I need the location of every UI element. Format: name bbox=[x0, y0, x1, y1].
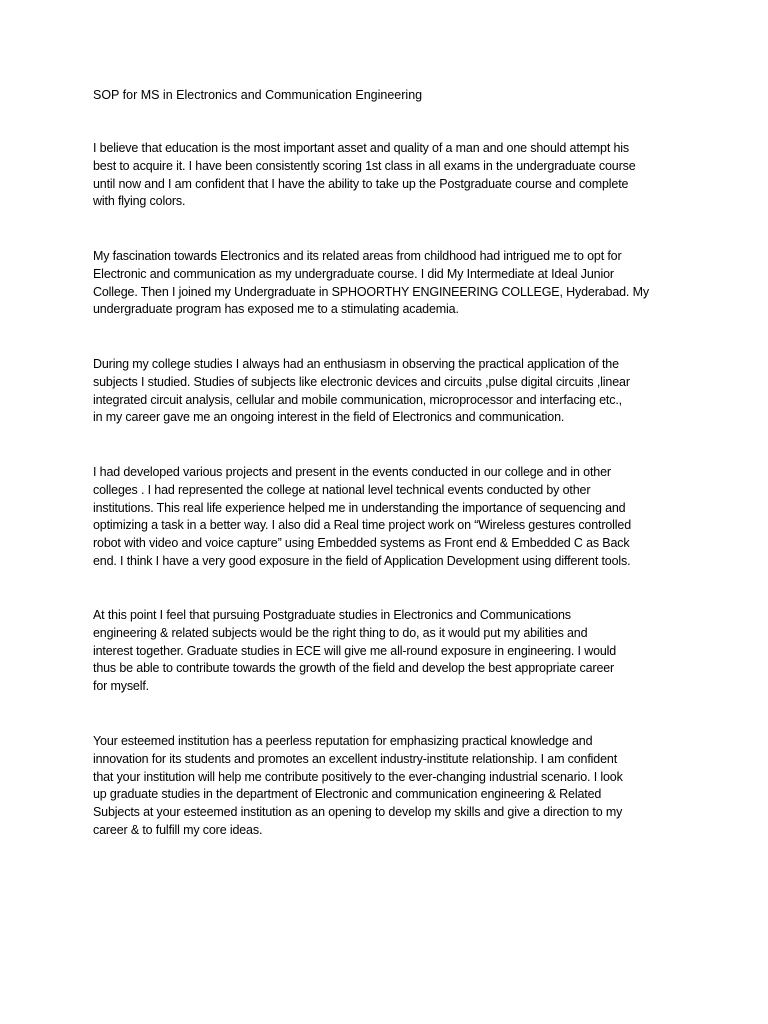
paragraph-line: until now and I am confident that I have the ability to take up the Postgraduate course and complete bbox=[93, 176, 629, 191]
paragraph-line: with flying colors. bbox=[93, 194, 186, 209]
paragraph-4 bbox=[93, 464, 693, 571]
paragraph-2 bbox=[93, 248, 693, 319]
paragraph-3 bbox=[93, 356, 693, 427]
paragraph-5 bbox=[93, 607, 693, 696]
paragraph-line: in my career gave me an ongoing interest in the field of Electronics and communication. bbox=[93, 410, 565, 425]
document-title: SOP for MS in Electronics and Communication Engineering bbox=[93, 88, 423, 102]
paragraph-line: College. Then I joined my Undergraduate in SPHOORTHY ENGINEERING COLLEGE, Hyderabad. My bbox=[93, 284, 649, 299]
paragraph-line: interest together. Graduate studies in ECE will give me all-round exposure in engineering. I would bbox=[93, 643, 617, 658]
paragraph-line: Electronic and communication as my undergraduate course. I did My Intermediate at Ideal Junior bbox=[93, 266, 614, 281]
paragraph-line: My fascination towards Electronics and its related areas from childhood had intrigued me to opt for bbox=[93, 249, 622, 263]
paragraph-line: innovation for its students and promotes an excellent industry-institute relationship. I am confident bbox=[93, 751, 618, 766]
paragraph-line: I believe that education is the most important asset and quality of a man and one should attempt his bbox=[93, 141, 630, 155]
paragraph-line: integrated circuit analysis, cellular and mobile communication, microprocessor and interfacing etc., bbox=[93, 392, 623, 407]
paragraph-6 bbox=[93, 733, 693, 840]
paragraph-1 bbox=[93, 140, 693, 211]
paragraph-line: thus be able to contribute towards the growth of the field and develop the best appropriate career bbox=[93, 661, 615, 676]
paragraph-line: optimizing a task in a better way. I also did a Real time project work on “Wireless gestures controlled bbox=[93, 518, 632, 533]
paragraph-line: At this point I feel that pursuing Postgraduate studies in Electronics and Communications bbox=[93, 608, 571, 622]
paragraph-line: undergraduate program has exposed me to a stimulating academia. bbox=[93, 302, 459, 317]
paragraph-line: end. I think I have a very good exposure in the field of Application Development using different tools. bbox=[93, 553, 631, 568]
paragraph-line: engineering & related subjects would be the right thing to do, as it would put my abilities and bbox=[93, 625, 588, 640]
paragraph-line: best to acquire it. I have been consistently scoring 1st class in all exams in the undergraduate course bbox=[93, 158, 636, 173]
paragraph-line: robot with video and voice capture” using Embedded systems as Front end & Embedded C as Back bbox=[93, 536, 630, 551]
paragraph-line: career & to fulfill my core ideas. bbox=[93, 822, 263, 837]
paragraph-line: During my college studies I always had an enthusiasm in observing the practical application of the bbox=[93, 357, 619, 371]
paragraph-line: that your institution will help me contribute positively to the ever-changing industrial scenario. I look bbox=[93, 769, 623, 784]
paragraph-line: Your esteemed institution has a peerless reputation for emphasizing practical knowledge and bbox=[93, 734, 593, 748]
paragraph-line: for myself. bbox=[93, 679, 149, 694]
paragraph-line: colleges . I had represented the college at national level technical events conducted by other bbox=[93, 482, 591, 497]
paragraph-line: up graduate studies in the department of Electronic and communication engineering & Related bbox=[93, 787, 602, 802]
paragraph-line: subjects I studied. Studies of subjects like electronic devices and circuits ,pulse digital circuits ,linear bbox=[93, 374, 630, 389]
paragraph-line: institutions. This real life experience helped me in understanding the importance of sequencing and bbox=[93, 500, 626, 515]
paragraph-line: Subjects at your esteemed institution as an opening to develop my skills and give a direction to my bbox=[93, 805, 623, 820]
paragraph-line: I had developed various projects and present in the events conducted in our college and in other bbox=[93, 465, 611, 479]
